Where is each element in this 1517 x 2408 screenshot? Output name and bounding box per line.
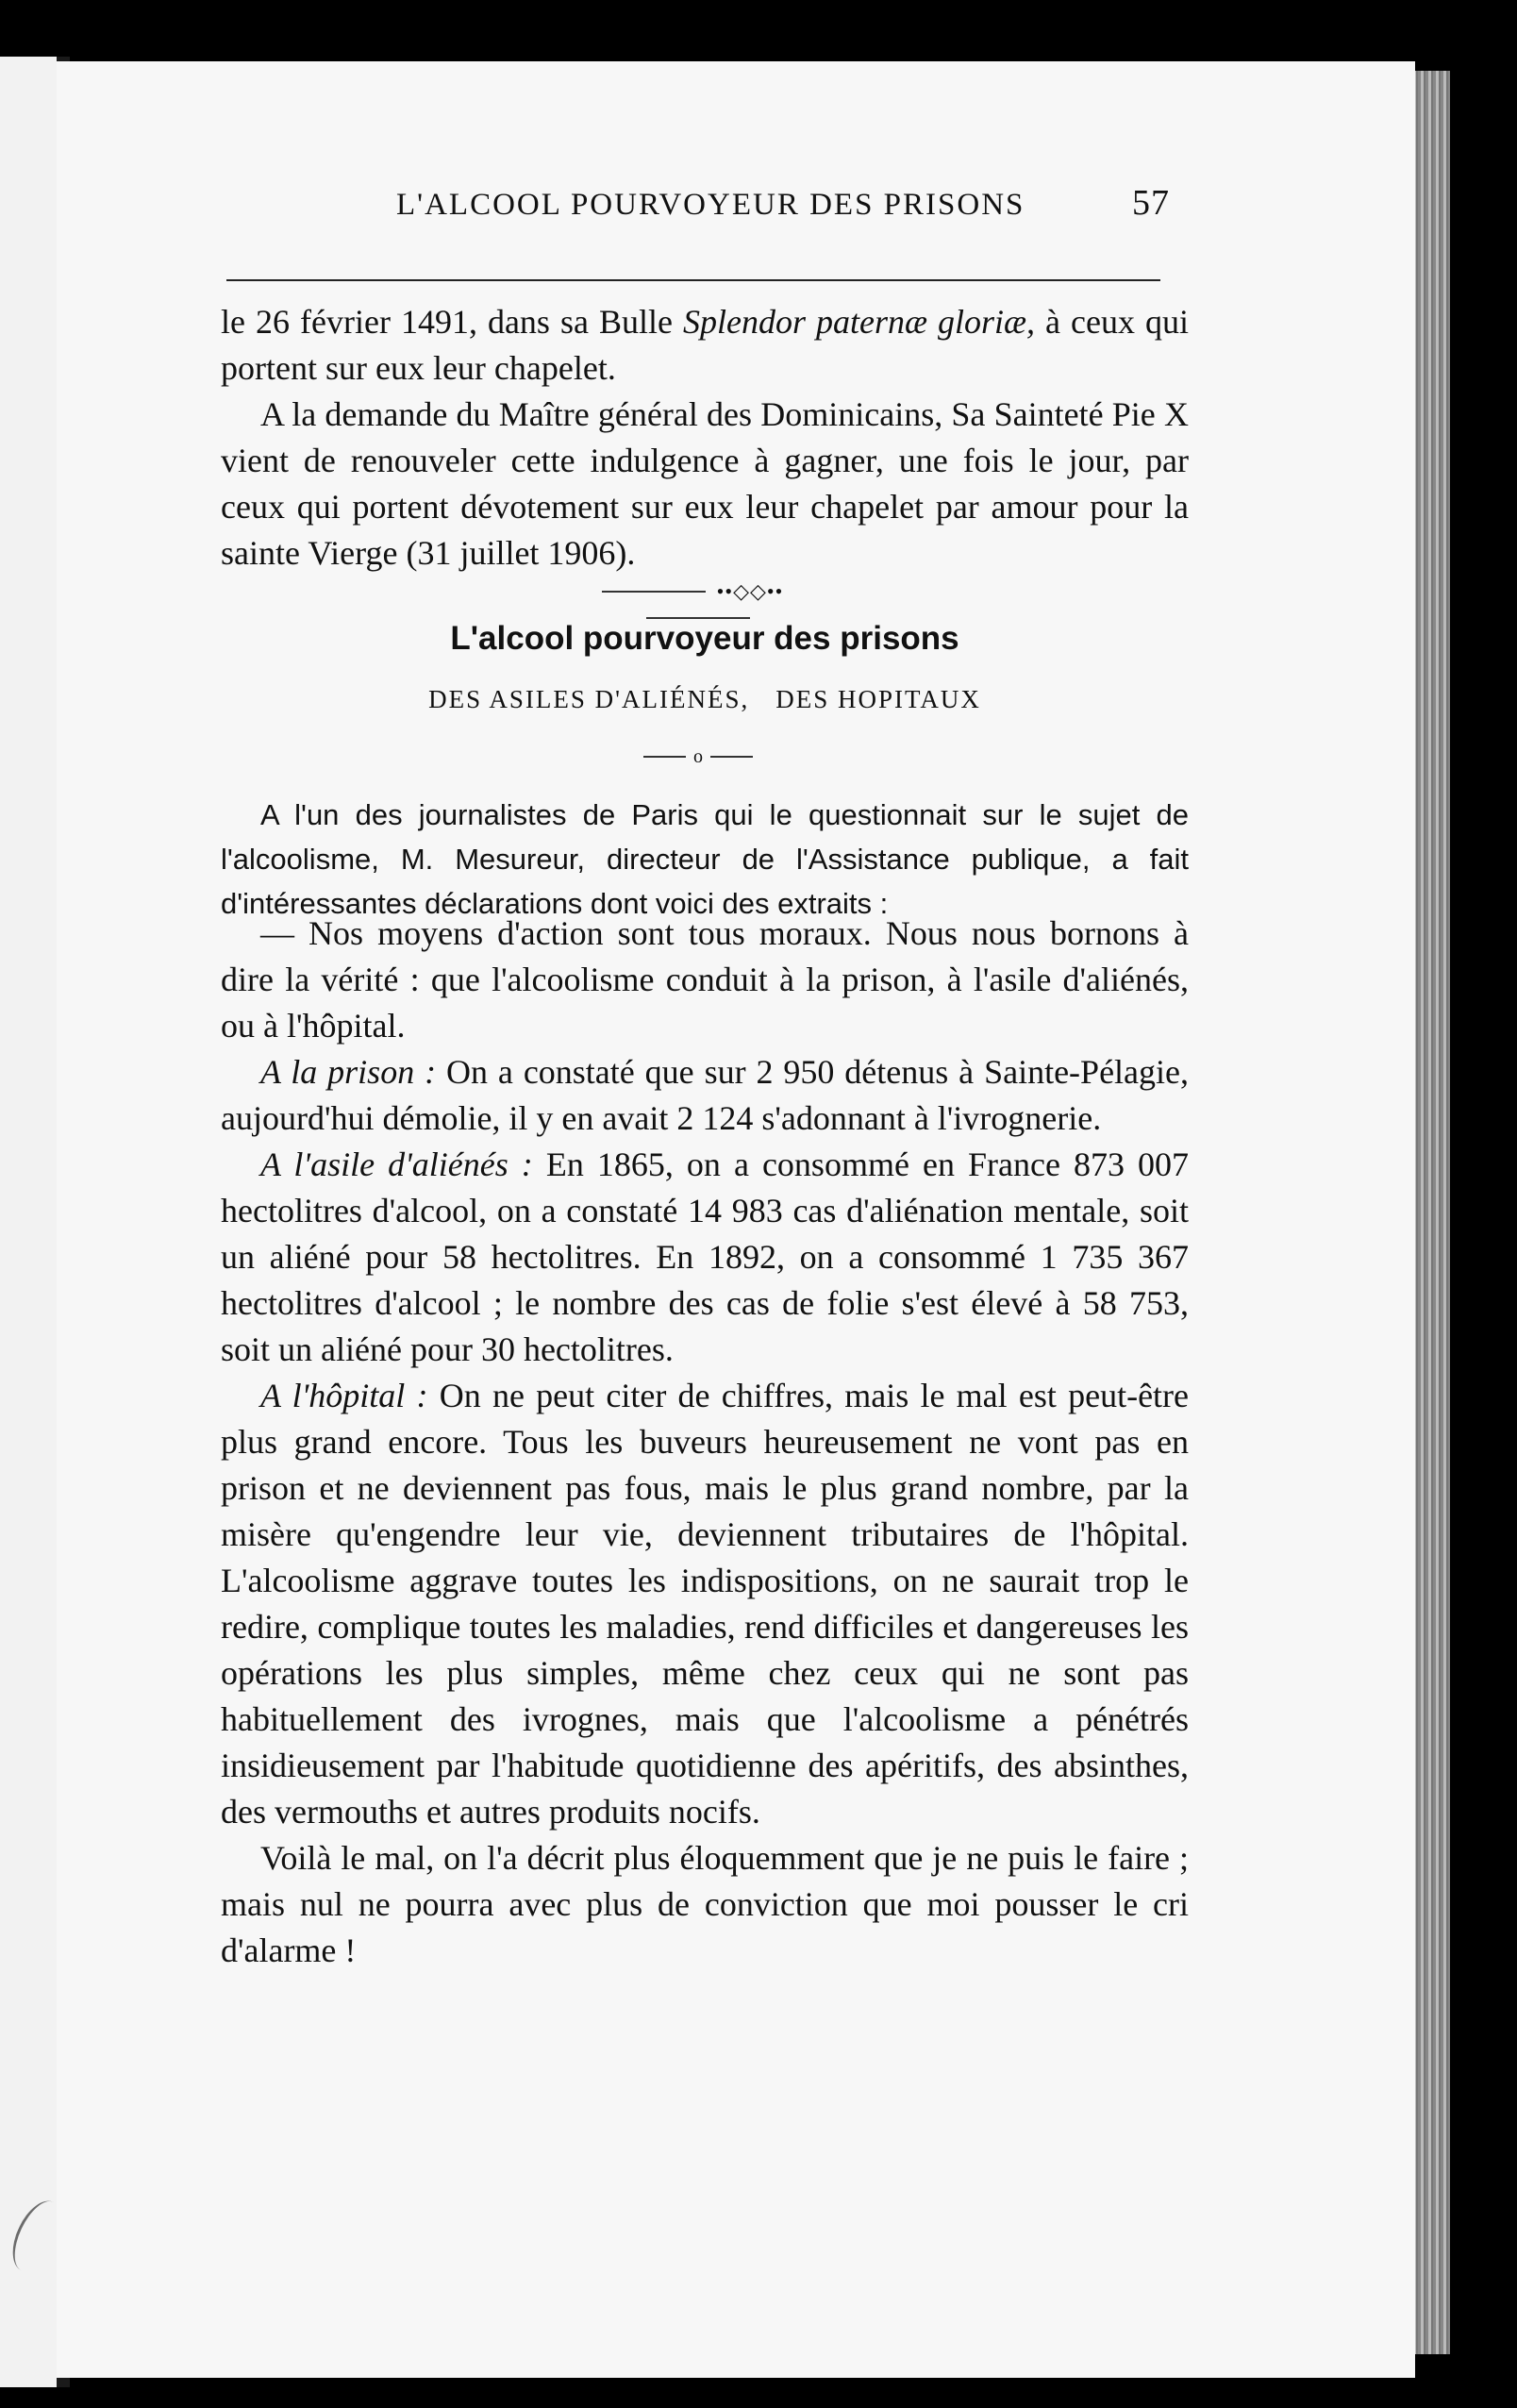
paragraph-quote: — Nos moyens d'action sont tous moraux. Nous nous bornons à dire la vérité : que l'alcoolisme conduit à la prison, à l'asile d'aliénés, ou à l'hôpital. (221, 914, 1189, 1045)
intro-paragraph: A l'un des journalistes de Paris qui le questionnait sur le sujet de l'alcoolisme, M. Mesureur, directeur de l'Assistance publique, a fait d'intéressantes déclarations dont voici des extraits : (221, 798, 1189, 920)
paragraph-hopital: A l'hôpital : On ne peut citer de chiffres, mais le mal est peut-être plus grand encore. Tous les buveurs heureusement ne vont pas en prison et ne deviennent pas fous, mais le plus grand nombre, par la misère qu'engendre leur vie, deviennent tributaires de l'hôpital. L'alcoolisme aggrave toutes les indispositions, on ne saurait trop le redire, complique toutes les maladies, rend difficiles et dangereuses les opérations les plus simples, même chez ceux qui ne sont pas habituellement des ivrognes, mais que l'alcoolisme a pénétrés insidieusement par l'habitude quotidienne des apéritifs, des absinthes, des vermouths et autres produits nocifs. (221, 1377, 1190, 1831)
article-title: L'alcool pourvoyeur des prisons (450, 620, 959, 657)
ornament-glyph: ••◇◇•• (716, 578, 784, 603)
section-continuation (221, 299, 1189, 577)
paragraph-closing: Voilà le mal, on l'a décrit plus éloquemment que je ne puis le faire ; mais nul ne pourra avec plus de conviction que moi pousser le cri d'alarme ! (221, 1839, 1189, 1969)
paragraph-prison: A la prison : On a constaté que sur 2 950 détenus à Sainte-Pélagie, aujourd'hui démolie, il y en avait 2 124 s'adonnant à l'ivrognerie. (221, 1053, 1190, 1137)
italic-bulle-title: Splendor paternæ gloriæ, (682, 303, 1036, 341)
title-separator: o (632, 745, 764, 768)
running-title: L'ALCOOL POURVOYEUR DES PRISONS (396, 188, 1025, 222)
paragraph-indulgence: A la demande du Maître général des Dominicains, Sa Sainteté Pie X vient de renouveler cette indulgence à gagner, une fois le jour, par ceux qui portent dévotement sur eux leur chapelet par amour pour la sainte Vierge (31 juillet 1906). (221, 395, 1189, 572)
header-rule (226, 279, 1160, 281)
paragraph-bulle: le 26 février 1491, dans sa Bulle Splendor paternæ gloriæ, à ceux qui portent sur eux leur chapelet. (221, 303, 1189, 387)
page-number: 57 (1132, 183, 1170, 223)
paragraph-asile: A l'asile d'aliénés : En 1865, on a consommé en France 873 007 hectolitres d'alcool, on a constaté 14 983 cas d'aliénation mentale, soit un aliéné pour 58 hectolitres. En 1892, on a consommé 1 735 367 hectolitres d'alcool ; le nombre des cas de folie s'est élevé à 58 753, soit un aliéné pour 30 hectolitres. (221, 1145, 1189, 1368)
article-body (221, 911, 1189, 1974)
page-stack-edge (1410, 71, 1450, 2354)
running-header (226, 182, 1170, 224)
article-subtitle: DES ASILES D'ALIÉNÉS, DES HOPITAUX (428, 685, 981, 713)
